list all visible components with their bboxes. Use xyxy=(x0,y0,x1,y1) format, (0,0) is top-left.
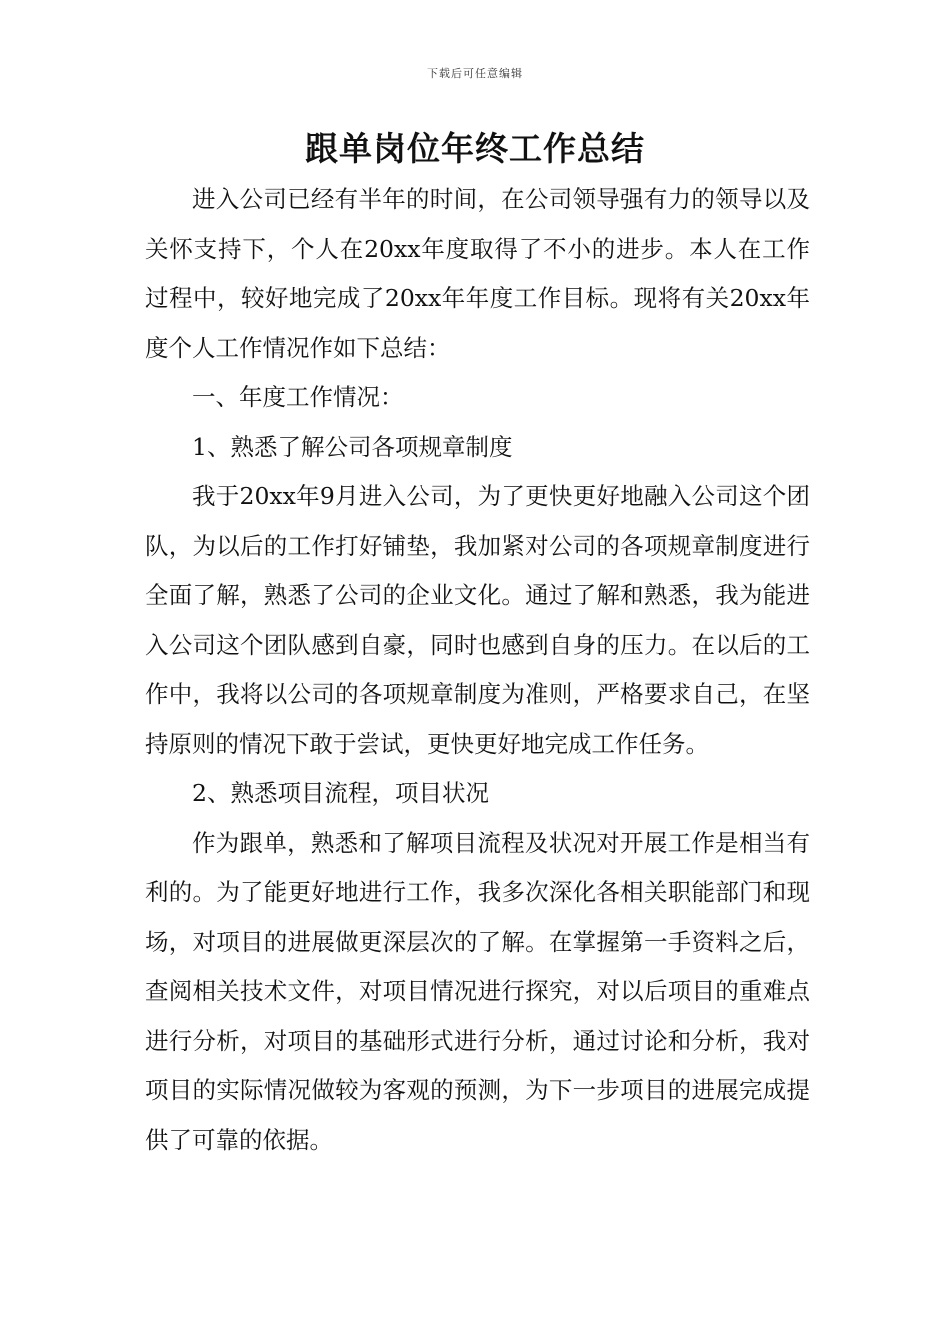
section-heading-annual-work: 一、年度工作情况： xyxy=(192,383,404,411)
document-title: 跟单岗位年终工作总结 xyxy=(305,129,645,168)
intro-paragraph: 进入公司已经有半年的时间，在公司领导强有力的领导以及关怀支持下，个人在20xx年度取得了不小的进步。本人在工作过程中，较好地完成了20xx年年度工作目标。现将有关20xx年度个人工作情况作如下总结： xyxy=(145,185,810,362)
project-flow-paragraph: 作为跟单，熟悉和了解项目流程及状况对开展工作是相当有利的。为了能更好地进行工作，我多次深化各相关职能部门和现场，对项目的进展做更深层次的了解。在掌握第一手资料之后，查阅相关技术文件，对项目情况进行探究，对以后项目的重难点进行分析，对项目的基础形式进行分析，通过讨论和分析，我对项目的实际情况做较为客观的预测，为下一步项目的进展完成提供了可靠的依据。 xyxy=(145,828,810,1154)
rules-paragraph: 我于20xx年9月进入公司，为了更快更好地融入公司这个团队，为以后的工作打好铺垫，我加紧对公司的各项规章制度进行全面了解，熟悉了公司的企业文化。通过了解和熟悉，我为能进入公司这个团队感到自豪，同时也感到自身的压力。在以后的工作中，我将以公司的各项规章制度为准则，严格要求自己，在坚持原则的情况下敢于尝试，更快更好地完成工作任务。 xyxy=(145,482,810,758)
document-body xyxy=(145,175,810,1165)
subsection-heading-project-flow: 2、熟悉项目流程，项目状况 xyxy=(192,779,489,807)
subsection-heading-rules: 1、熟悉了解公司各项规章制度 xyxy=(192,432,513,461)
header-note: 下载后可任意编辑 xyxy=(427,67,523,80)
